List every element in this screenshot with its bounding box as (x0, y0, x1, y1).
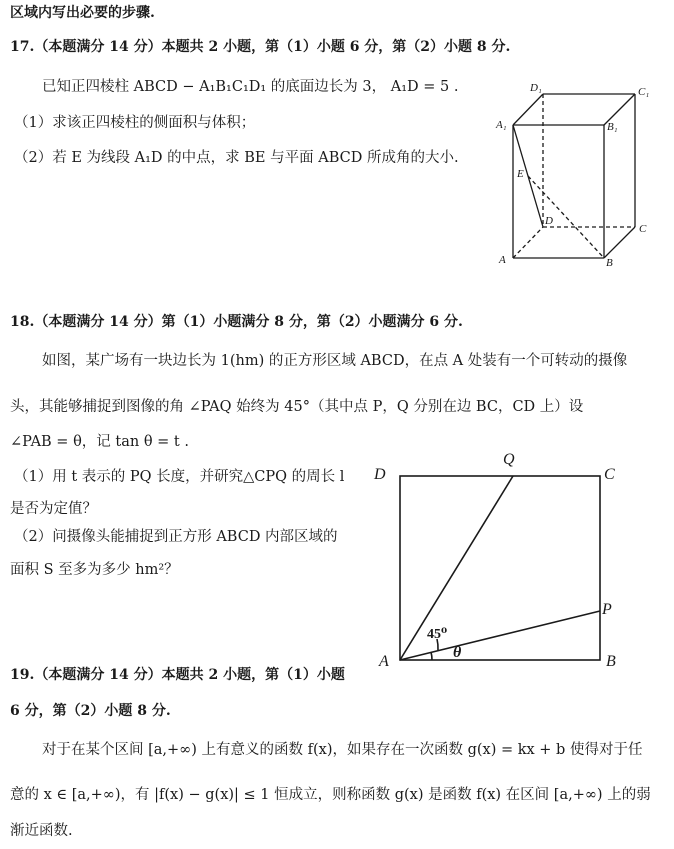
q19-title-line2: 6 分，第（2）小题 8 分. (10, 703, 171, 719)
angle-theta-arc (431, 652, 432, 660)
edge-a-d (513, 227, 543, 258)
q18-part2-line2: 面积 S 至多为多少 hm²？ (10, 562, 179, 578)
q19-stem-line3: 渐近函数. (10, 823, 73, 839)
label-q: Q (503, 451, 515, 468)
q18-square-figure (370, 448, 630, 678)
label-angle-45: 45⁰ (427, 627, 448, 642)
q17-part2: （2）若 E 为线段 A₁D 的中点，求 BE 与平面 ABCD 所成角的大小. (14, 150, 459, 166)
label-e: E (517, 168, 524, 180)
label-d: D (374, 466, 386, 483)
q19-stem-line1: 对于在某个区间 [a,+∞) 上有意义的函数 f(x)，如果存在一次函数 g(x) = kx + b 使得对于任 (42, 742, 643, 758)
label-d1: D₁ (530, 82, 542, 94)
label-p: P (602, 601, 612, 618)
label-c1: C₁ (638, 86, 650, 98)
label-a: A (379, 653, 389, 670)
q19-stem-line2: 意的 x ∈ [a,+∞)，有 |f(x) − g(x)| ≤ 1 恒成立，则称函数 g(x) 是函数 f(x) 在区间 [a,+∞) 上的弱 (10, 787, 651, 803)
label-theta: θ (453, 644, 462, 661)
label-b1: B₁ (607, 121, 618, 133)
q17-title: 17.（本题满分 14 分）本题共 2 小题，第（1）小题 6 分，第（2）小题 8 分. (10, 39, 511, 55)
edge-a1-d1 (513, 94, 543, 125)
q18-stem-line3: ∠PAB = θ，记 tan θ = t . (10, 434, 189, 450)
label-a1: A₁ (496, 119, 507, 131)
label-c: C (639, 223, 647, 235)
q17-stem: 已知正四棱柱 ABCD − A₁B₁C₁D₁ 的底面边长为 3， A₁D = 5 . (42, 79, 459, 95)
edge-b-c (604, 227, 635, 258)
q19-title-line1: 19.（本题满分 14 分）本题共 2 小题，第（1）小题 (10, 667, 345, 683)
q17-prism-figure (490, 82, 660, 272)
label-d: D (545, 215, 553, 227)
label-c: C (604, 466, 615, 483)
header-line: 区域内写出必要的步骤. (10, 5, 155, 21)
q18-title: 18.（本题满分 14 分）第（1）小题满分 8 分，第（2）小题满分 6 分. (10, 314, 463, 330)
q18-part1-line1: （1）用 t 表示的 PQ 长度，并研究△CPQ 的周长 l (14, 469, 345, 485)
label-a: A (499, 254, 506, 266)
q18-stem-line2: 头，其能够捕捉到图像的角 ∠PAQ 始终为 45°（其中点 P，Q 分别在边 BC，CD 上）设 (10, 399, 584, 415)
q17-part1: （1）求该正四棱柱的侧面积与体积； (14, 115, 256, 131)
q18-stem-line1: 如图，某广场有一块边长为 1(hm) 的正方形区域 ABCD，在点 A 处装有一个可转动的摄像 (42, 353, 628, 369)
q18-part2-line1: （2）问摄像头能捕捉到正方形 ABCD 内部区域的 (14, 529, 338, 545)
label-b: B (606, 257, 613, 269)
label-b: B (606, 653, 616, 670)
segment-a-q (400, 476, 513, 660)
q18-part1-line2: 是否为定值？ (10, 501, 97, 517)
